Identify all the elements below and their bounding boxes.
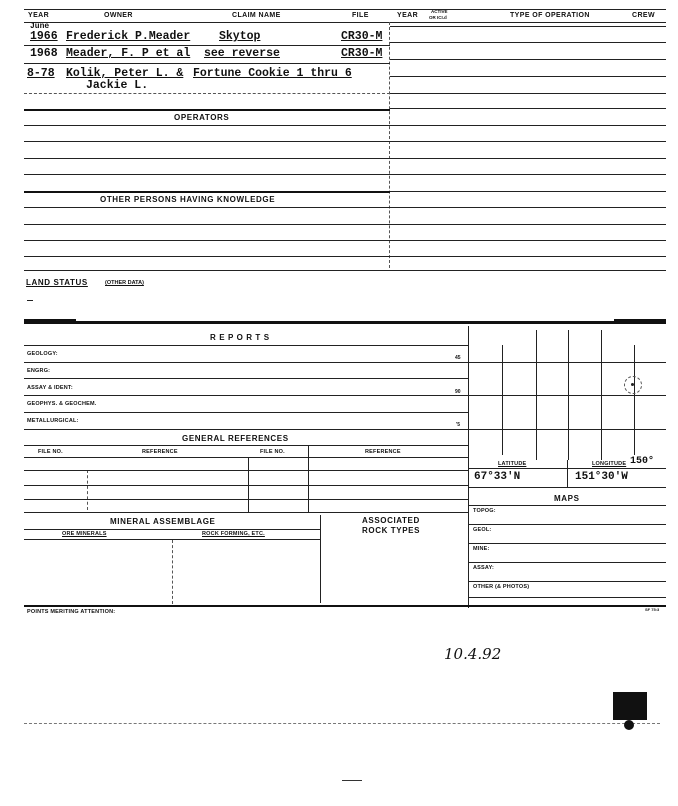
section-associated-2: ROCK TYPES xyxy=(362,526,421,535)
section-other-persons: OTHER PERSONS HAVING KNOWLEDGE xyxy=(100,195,276,204)
ore-minerals-header: ORE MINERALS xyxy=(62,531,107,537)
section-operators: OPERATORS xyxy=(174,113,230,122)
owner-row-1-owner: Frederick P.Meader xyxy=(66,30,191,43)
header-active-bottom: OR ICI.d xyxy=(429,15,447,20)
header-crew: CREW xyxy=(632,12,655,19)
owner-row-3-claim: Fortune Cookie 1 thru 6 xyxy=(193,67,352,80)
reports-right-divider xyxy=(468,326,469,608)
location-dot-icon xyxy=(631,383,634,386)
section-mineral-assemblage: MINERAL ASSEMBLAGE xyxy=(110,517,216,526)
latitude-label: LATITUDE xyxy=(498,461,527,467)
section-land-status: LAND STATUS xyxy=(26,278,88,287)
scan-dot-mark xyxy=(624,720,634,730)
report-assay-num: 90 xyxy=(455,389,461,395)
owner-row-2-claim: see reverse xyxy=(204,47,280,60)
owner-row-2-file: CR30-M xyxy=(341,47,383,60)
header-type-of-operation: TYPE OF OPERATION xyxy=(510,12,590,19)
header-owner: OWNER xyxy=(104,12,133,19)
map-geol: GEOL: xyxy=(473,527,492,533)
scan-black-mark xyxy=(613,692,647,720)
ref-header-file-no-2: FILE NO. xyxy=(260,449,285,455)
longitude-label: LONGITUDE xyxy=(592,461,627,467)
handwritten-date: 10.4.92 xyxy=(444,645,502,663)
header-year-2: YEAR xyxy=(397,12,419,19)
map-topog: TOPOG: xyxy=(473,508,496,514)
report-geology-label: GEOLOGY: xyxy=(27,351,58,357)
points-meriting-attention: POINTS MERITING ATTENTION: xyxy=(27,609,116,615)
section-reports: R E P O R T S xyxy=(210,333,270,342)
owner-row-3-owner-line2: Jackie L. xyxy=(86,79,149,92)
scan-dash-mark xyxy=(342,780,362,781)
rock-forming-header: ROCK FORMING, ETC. xyxy=(202,531,265,537)
owner-row-3-owner: Kolik, Peter L. & xyxy=(66,67,184,80)
ref-header-reference-2: REFERENCE xyxy=(365,449,401,455)
ref-header-reference-1: REFERENCE xyxy=(142,449,178,455)
header-active-top: ACTIVE xyxy=(431,9,448,14)
report-metallurgical-num: '5 xyxy=(456,422,460,428)
owner-row-2-year: 1968 xyxy=(30,47,58,60)
section-land-status-sub: (OTHER DATA) xyxy=(105,280,144,286)
owner-row-2-owner: Meader, F. P et al xyxy=(66,47,191,60)
latitude-value: 67°33'N xyxy=(474,471,521,483)
report-geology-num: 45 xyxy=(455,355,461,361)
owner-row-1-claim: Skytop xyxy=(219,30,261,43)
report-geophys-label: GEOPHYS. & GEOCHEM. xyxy=(27,401,97,407)
ref-header-file-no-1: FILE NO. xyxy=(38,449,63,455)
report-assay-label: ASSAY & IDENT: xyxy=(27,385,73,391)
section-maps: MAPS xyxy=(554,494,580,503)
map-mine: MINE: xyxy=(473,546,490,552)
land-status-dash xyxy=(27,300,33,301)
bar-right-mark xyxy=(614,319,666,324)
longitude-extra: 150° xyxy=(630,456,655,467)
owner-row-3-year: 8-78 xyxy=(27,67,55,80)
owner-row-1-year: 1966 xyxy=(30,30,58,43)
header-year: YEAR xyxy=(28,12,50,19)
header-file: FILE xyxy=(352,12,369,19)
section-general-references: GENERAL REFERENCES xyxy=(182,434,289,443)
owner-row-1-file: CR30-M xyxy=(341,30,383,43)
longitude-value: 151°30'W xyxy=(575,471,628,483)
form-number: SF 75:3 xyxy=(645,607,660,612)
report-metallurgical-label: METALLURGICAL: xyxy=(27,418,79,424)
report-engrg-label: ENGRG: xyxy=(27,368,51,374)
header-claim-name: CLAIM NAME xyxy=(232,12,281,19)
map-other-photos: OTHER (& PHOTOS) xyxy=(473,584,530,590)
bar-left-mark xyxy=(24,319,76,324)
owner-row-1-year-month: June xyxy=(30,22,50,31)
section-associated-1: ASSOCIATED xyxy=(362,516,420,525)
map-assay: ASSAY: xyxy=(473,565,495,571)
